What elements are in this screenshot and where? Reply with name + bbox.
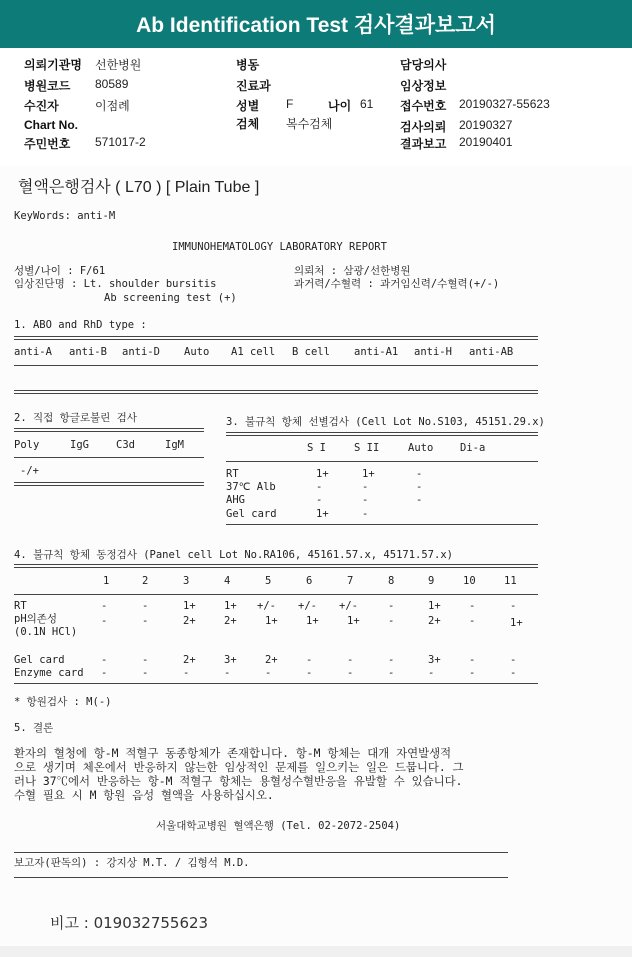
panel-col: 9 bbox=[428, 575, 435, 587]
panel-col: 5 bbox=[265, 575, 272, 587]
lab-report-image bbox=[0, 166, 632, 946]
panel-col: 3 bbox=[183, 575, 190, 587]
panel-cell: 1+ bbox=[306, 615, 319, 627]
screen-row-label: Gel card bbox=[226, 508, 277, 520]
clinical-diagnosis: 임상진단명 : Lt. shoulder bursitis bbox=[14, 278, 217, 290]
panel-cell: - bbox=[101, 615, 108, 627]
panel-cell: - bbox=[101, 667, 108, 679]
divider bbox=[14, 365, 538, 366]
panel-col: 2 bbox=[142, 575, 149, 587]
header-patient-name: 수진자 이점례 bbox=[24, 99, 130, 113]
divider bbox=[14, 564, 538, 568]
panel-col: 7 bbox=[347, 575, 354, 587]
panel-cell: - bbox=[265, 667, 272, 679]
abo-header-anti-a1: anti-A1 bbox=[354, 346, 399, 358]
panel-cell: - bbox=[347, 654, 354, 666]
panel-cell: 2+ bbox=[183, 615, 196, 627]
header-department: 진료과 bbox=[236, 79, 271, 93]
header-receipt-no: 접수번호 20190327-55623 bbox=[400, 97, 550, 113]
dat-header-igm: IgM bbox=[165, 439, 184, 451]
transfusion-history: 과거력/수혈력 : 과거임신력/수혈력(+/-) bbox=[294, 278, 500, 290]
abo-header-anti-a: anti-A bbox=[14, 346, 52, 358]
conclusion-line: 환자의 혈청에 항-M 적혈구 동종항체가 존재합니다. 항-M 항체는 대개 자연발생적 bbox=[14, 746, 452, 760]
panel-cell: - bbox=[510, 654, 517, 666]
panel-row-label: (0.1N HCl) bbox=[14, 626, 78, 638]
remark: 비고 : 019032755623 bbox=[50, 914, 209, 932]
abo-header-anti-ab: anti-AB bbox=[469, 346, 514, 358]
panel-col: 10 bbox=[463, 575, 476, 587]
panel-cell: 3+ bbox=[428, 654, 441, 666]
panel-cell: 1+ bbox=[183, 600, 196, 612]
panel-col: 8 bbox=[388, 575, 395, 587]
panel-cell: +/- bbox=[339, 600, 358, 612]
panel-cell: - bbox=[388, 654, 395, 666]
dat-value: -/+ bbox=[20, 465, 39, 477]
panel-col: 1 bbox=[103, 575, 110, 587]
panel-cell: - bbox=[469, 654, 476, 666]
header-resident-no: 주민번호 571017-2 bbox=[24, 135, 146, 151]
screen-row-label: RT bbox=[226, 468, 239, 480]
panel-cell: - bbox=[388, 615, 395, 627]
header-doctor: 담당의사 bbox=[400, 58, 447, 72]
abo-header-anti-d: anti-D bbox=[122, 346, 160, 358]
abo-header-anti-b: anti-B bbox=[69, 346, 107, 358]
panel-cell: - bbox=[388, 667, 395, 679]
conclusion-line: 러나 37℃에서 반응하는 항-M 적혈구 항체는 용혈성수혈반응을 유발할 수 있습니다. bbox=[14, 774, 463, 788]
conclusion-line: 으로 생기며 체온에서 반응하지 않는한 임상적인 문제를 일으키는 일은 드뭅니다. 그 bbox=[14, 760, 464, 774]
panel-cell: - bbox=[142, 615, 149, 627]
header-chart-no: Chart No. bbox=[24, 118, 78, 132]
panel-cell: - bbox=[428, 667, 435, 679]
panel-cell: - bbox=[306, 667, 313, 679]
panel-cell: - bbox=[347, 667, 354, 679]
abo-header-anti-h: anti-H bbox=[414, 346, 452, 358]
screen-cell: - bbox=[316, 481, 323, 493]
patient-sex-age: 성별/나이 : F/61 bbox=[14, 265, 106, 277]
panel-cell: 1+ bbox=[265, 615, 278, 627]
dat-header-igg: IgG bbox=[70, 439, 89, 451]
banner-title: Ab Identification Test 검사결과보고서 bbox=[136, 14, 496, 37]
panel-cell: 1+ bbox=[347, 615, 360, 627]
abo-header-b-cell: B cell bbox=[292, 346, 330, 358]
header-hospital: 의뢰기관명 선한병원 bbox=[24, 58, 142, 72]
header-request-date: 검사의뢰 20190327 bbox=[400, 118, 513, 134]
panel-cell: 2+ bbox=[428, 615, 441, 627]
divider bbox=[14, 457, 204, 458]
section2-title: 2. 직접 항글로불린 검사 bbox=[14, 412, 137, 424]
panel-cell: - bbox=[469, 667, 476, 679]
divider bbox=[14, 390, 538, 394]
hospital-contact: 서울대학교병원 혈액은행 (Tel. 02-2072-2504) bbox=[156, 820, 401, 832]
panel-cell: - bbox=[306, 654, 313, 666]
panel-cell: - bbox=[183, 667, 190, 679]
section1-title: 1. ABO and RhD type : bbox=[14, 319, 147, 331]
panel-col: 11 bbox=[504, 575, 517, 587]
header-ward: 병동 bbox=[236, 58, 260, 72]
screen-header-auto: Auto bbox=[408, 442, 434, 454]
panel-cell: +/- bbox=[257, 600, 276, 612]
panel-col: 6 bbox=[306, 575, 313, 587]
divider bbox=[14, 482, 204, 486]
panel-row-label: Enzyme card bbox=[14, 667, 84, 679]
panel-cell: 1+ bbox=[428, 600, 441, 612]
panel-row-label: Gel card bbox=[14, 654, 65, 666]
panel-cell: - bbox=[142, 600, 149, 612]
patient-header bbox=[0, 48, 632, 167]
divider bbox=[14, 594, 538, 595]
screen-row-label: 37℃ Alb bbox=[226, 481, 276, 493]
panel-cell: 2+ bbox=[224, 615, 237, 627]
screening-note: Ab screening test (+) bbox=[104, 292, 237, 304]
screen-header-si: S I bbox=[307, 442, 326, 454]
panel-row-label: pH의존성 bbox=[14, 613, 58, 625]
screen-row-label: AHG bbox=[226, 494, 245, 506]
panel-cell: 3+ bbox=[224, 654, 237, 666]
panel-cell: - bbox=[469, 600, 476, 612]
screen-cell: 1+ bbox=[316, 468, 329, 480]
section3-title: 3. 불규칙 항체 선별검사 (Cell Lot No.S103, 45151.29.x) bbox=[226, 416, 545, 428]
panel-cell: - bbox=[510, 600, 517, 612]
panel-cell: 1+ bbox=[224, 600, 237, 612]
header-sex: 성별 F bbox=[236, 97, 294, 113]
panel-col: 4 bbox=[224, 575, 231, 587]
divider bbox=[14, 336, 538, 340]
dat-header-poly: Poly bbox=[14, 439, 40, 451]
screen-cell: 1+ bbox=[362, 468, 375, 480]
report-banner bbox=[0, 0, 632, 48]
requester: 의뢰처 : 삼광/선한병원 bbox=[294, 265, 411, 277]
panel-cell: - bbox=[142, 654, 149, 666]
screen-cell: - bbox=[362, 494, 369, 506]
panel-cell: - bbox=[101, 654, 108, 666]
screen-cell: 1+ bbox=[316, 508, 329, 520]
abo-header-a1-cell: A1 cell bbox=[231, 346, 276, 358]
dat-header-c3d: C3d bbox=[116, 439, 135, 451]
section5-title: 5. 결론 bbox=[14, 722, 54, 734]
divider bbox=[14, 683, 538, 684]
panel-cell: +/- bbox=[298, 600, 317, 612]
screen-cell: - bbox=[362, 481, 369, 493]
divider bbox=[14, 852, 508, 853]
divider bbox=[14, 428, 204, 432]
header-report-date: 결과보고 20190401 bbox=[400, 135, 513, 151]
panel-cell: 2+ bbox=[183, 654, 196, 666]
panel-cell: - bbox=[101, 600, 108, 612]
reporter: 보고자(판독의) : 강지상 M.T. / 김형석 M.D. bbox=[14, 857, 250, 869]
screen-cell: - bbox=[416, 468, 423, 480]
screen-header-sii: S II bbox=[354, 442, 380, 454]
footer-bar bbox=[0, 946, 632, 957]
screen-header-dia: Di-a bbox=[460, 442, 486, 454]
panel-cell: - bbox=[224, 667, 231, 679]
divider bbox=[226, 432, 538, 436]
conclusion-line: 수혈 필요 시 M 항원 음성 혈액을 사용하십시오. bbox=[14, 788, 274, 802]
abo-header-auto: Auto bbox=[184, 346, 210, 358]
header-age: 나이 61 bbox=[328, 97, 374, 113]
screen-cell: - bbox=[362, 508, 369, 520]
panel-cell: 1+ bbox=[510, 617, 523, 629]
panel-cell: - bbox=[388, 600, 395, 612]
keywords: KeyWords: anti-M bbox=[14, 210, 116, 222]
divider bbox=[14, 877, 508, 878]
header-hospital-code: 병원코드 80589 bbox=[24, 77, 129, 93]
panel-cell: - bbox=[469, 615, 476, 627]
panel-cell: 2+ bbox=[265, 654, 278, 666]
divider bbox=[226, 524, 538, 525]
lab-title: IMMUNOHEMATOLOGY LABORATORY REPORT bbox=[172, 241, 387, 253]
screen-cell: - bbox=[416, 494, 423, 506]
section4-title: 4. 불규칙 항체 동정검사 (Panel cell Lot No.RA106, 45161.57.x, 45171.57.x) bbox=[14, 549, 453, 561]
screen-cell: - bbox=[316, 494, 323, 506]
panel-cell: - bbox=[142, 667, 149, 679]
screen-cell: - bbox=[416, 481, 423, 493]
panel-cell: - bbox=[510, 667, 517, 679]
header-specimen: 검체 복수검체 bbox=[236, 117, 333, 131]
divider bbox=[226, 461, 538, 462]
header-clinical-info: 임상정보 bbox=[400, 79, 447, 93]
panel-row-label: RT bbox=[14, 600, 27, 612]
antigen-test: * 항원검사 : M(-) bbox=[14, 696, 112, 708]
report-title: 혈액은행검사 ( L70 ) [ Plain Tube ] bbox=[18, 179, 260, 196]
